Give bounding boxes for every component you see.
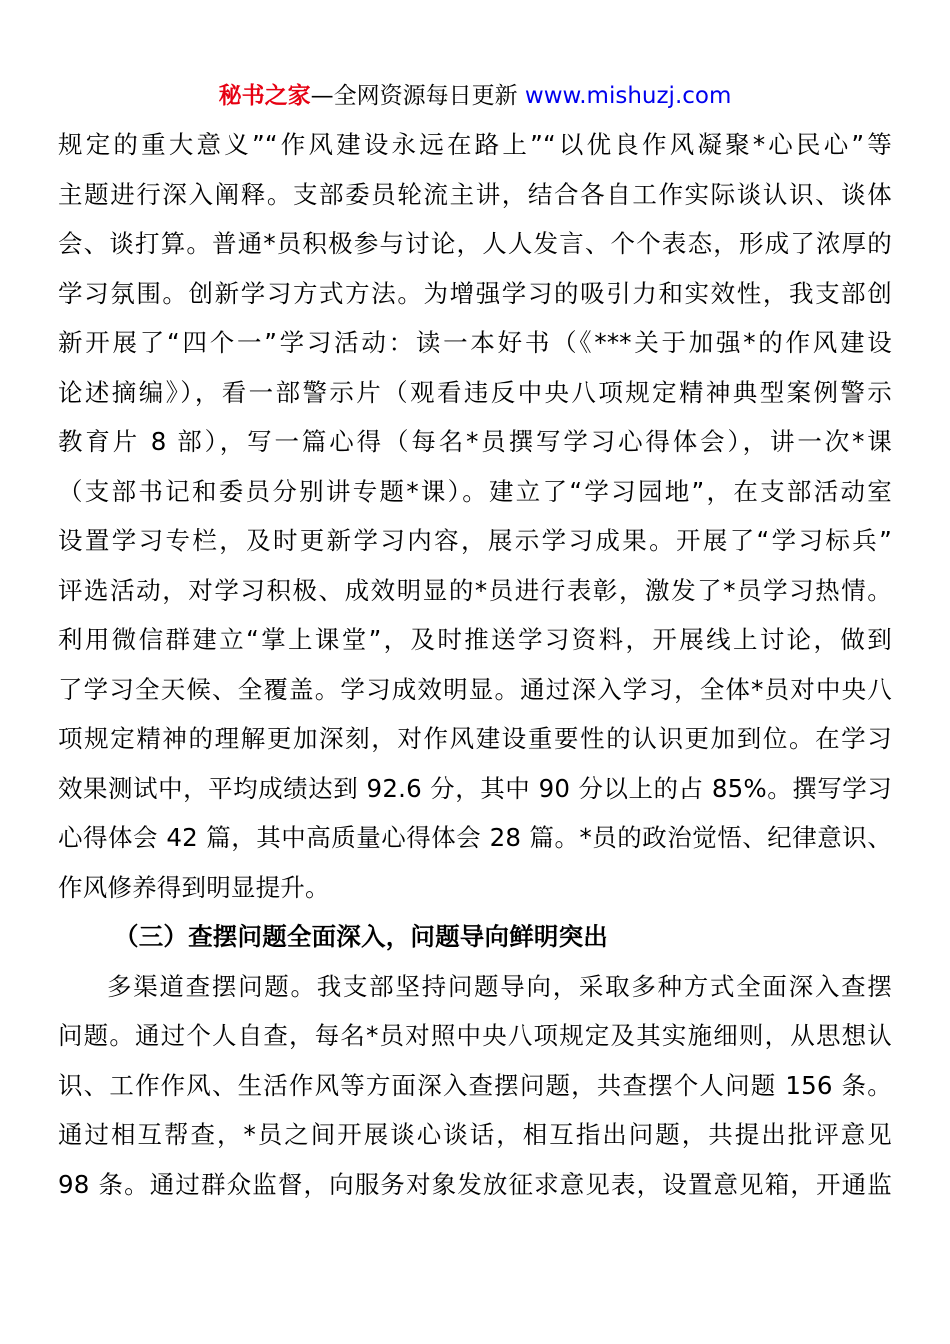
text-line: 利用微信群建立“掌上课堂”，及时推送学习资料，开展线上讨论，做到 xyxy=(58,625,892,654)
text-line: 心得体会 42 篇，其中高质量心得体会 28 篇。*员的政治觉悟、纪律意识、 xyxy=(58,823,892,852)
text-line: 规定的重大意义”“作风建设永远在路上”“以优良作风凝聚*心民心”等 xyxy=(58,130,892,159)
text-line: 了学习全天候、全覆盖。学习成效明显。通过深入学习，全体*员对中央八 xyxy=(58,674,892,704)
section-heading: （三）查摆问题全面深入，问题导向鲜明突出 xyxy=(114,922,608,951)
text-line: 通过相互帮查，*员之间开展谈心谈话，相互指出问题，共提出批评意见 xyxy=(58,1120,892,1149)
text-line: 评选活动，对学习积极、成效明显的*员进行表彰，激发了*员学习热情。 xyxy=(58,575,892,605)
text-line: 效果测试中，平均成绩达到 92.6 分，其中 90 分以上的占 85%。撰写学习 xyxy=(58,773,892,803)
text-line: 98 条。通过群众监督，向服务对象发放征求意见表，设置意见箱，开通监 xyxy=(58,1169,892,1199)
text-line: 论述摘编》），看一部警示片（观看违反中央八项规定精神典型案例警示 xyxy=(58,377,892,407)
header-tagline: —全网资源每日更新 xyxy=(310,83,525,109)
page-header xyxy=(0,80,950,112)
body-text xyxy=(58,120,892,1209)
text-line: 主题进行深入阐释。支部委员轮流主讲，结合各自工作实际谈认识、谈体 xyxy=(58,179,892,209)
paragraph-last-line: 作风修养得到明显提升。 xyxy=(58,872,330,902)
text-line: 识、工作作风、生活作风等方面深入查摆问题，共查摆个人问题 156 条。 xyxy=(58,1070,892,1100)
brand-name: 秘书之家 xyxy=(218,83,311,109)
text-line: 学习氛围。创新学习方式方法。为增强学习的吸引力和实效性，我支部创 xyxy=(58,278,892,308)
text-line: 教育片 8 部），写一篇心得（每名*员撰写学习心得体会），讲一次*课 xyxy=(58,427,892,456)
text-line: 问题。通过个人自查，每名*员对照中央八项规定及其实施细则，从思想认 xyxy=(58,1021,892,1050)
text-line: （支部书记和委员分别讲专题*课）。建立了“学习园地”，在支部活动室 xyxy=(58,476,892,506)
site-url-link[interactable]: www.mishuzj.com xyxy=(524,83,732,109)
paragraph-first-line: 多渠道查摆问题。我支部坚持问题导向，采取多种方式全面深入查摆 xyxy=(107,971,892,1001)
text-line: 会、谈打算。普通*员积极参与讨论，人人发言、个个表态，形成了浓厚的 xyxy=(58,229,892,258)
text-line: 设置学习专栏，及时更新学习内容，展示学习成果。开展了“学习标兵” xyxy=(58,526,892,555)
text-line: 项规定精神的理解更加深刻，对作风建设重要性的认识更加到位。在学习 xyxy=(58,724,892,753)
text-line: 新开展了“四个一”学习活动：读一本好书（《***关于加强*的作风建设 xyxy=(58,328,892,357)
